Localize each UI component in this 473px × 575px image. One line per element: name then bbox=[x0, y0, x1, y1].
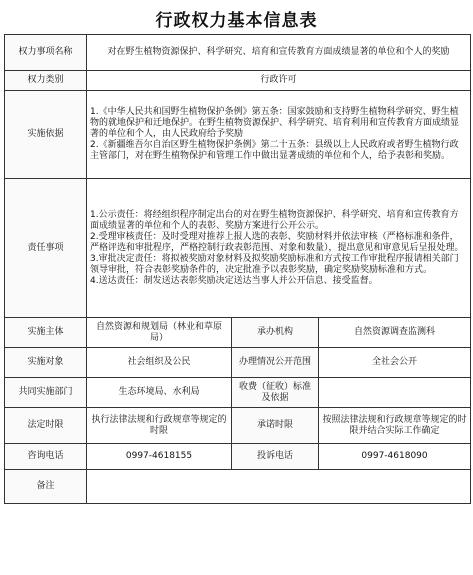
value-legal-time-limit: 执行法律法规和行政规章等规定的时限 bbox=[87, 408, 232, 444]
label-cooperating-dept: 共同实施部门 bbox=[5, 378, 87, 408]
row-phone bbox=[5, 444, 471, 470]
value-fee-standard bbox=[319, 378, 471, 408]
value-consult-phone: 0997-4618155 bbox=[87, 444, 232, 470]
value-power-name: 对在野生植物资源保护、科学研究、培育和宣传教育方面成绩显著的单位和个人的奖励 bbox=[87, 35, 471, 71]
value-object: 社会组织及公民 bbox=[87, 348, 232, 378]
value-handling-agency: 自然资源调查监测科 bbox=[319, 318, 471, 348]
value-remarks bbox=[87, 470, 471, 504]
label-power-type: 权力类别 bbox=[5, 71, 87, 91]
label-handling-agency: 承办机构 bbox=[232, 318, 319, 348]
row-object bbox=[5, 348, 471, 378]
label-remarks: 备注 bbox=[5, 470, 87, 504]
label-consult-phone: 咨询电话 bbox=[5, 444, 87, 470]
row-remarks bbox=[5, 470, 471, 504]
row-basis bbox=[5, 91, 471, 179]
label-power-name: 权力事项名称 bbox=[5, 35, 87, 71]
row-subject bbox=[5, 318, 471, 348]
label-legal-time-limit: 法定时限 bbox=[5, 408, 87, 444]
label-disclosure-scope: 办理情况公开范围 bbox=[232, 348, 319, 378]
value-subject: 自然资源和规划局（林业和草原局） bbox=[87, 318, 232, 348]
info-table bbox=[4, 34, 471, 504]
value-complaint-phone: 0997-4618090 bbox=[319, 444, 471, 470]
row-power-type bbox=[5, 71, 471, 91]
value-cooperating-dept: 生态环境局、水利局 bbox=[87, 378, 232, 408]
value-power-type: 行政许可 bbox=[87, 71, 471, 91]
label-fee-standard: 收费（征收）标准及依据 bbox=[232, 378, 319, 408]
row-cooperating-dept bbox=[5, 378, 471, 408]
value-disclosure-scope: 全社会公开 bbox=[319, 348, 471, 378]
label-promised-time-limit: 承诺时限 bbox=[232, 408, 319, 444]
value-promised-time-limit: 按照法律法规和行政规章等规定的时限并结合实际工作确定 bbox=[319, 408, 471, 444]
value-basis: 1.《中华人民共和国野生植物保护条例》第五条：国家鼓励和支持野生植物科学研究、野生植物的就地保护和迁地保护。在野生植物资源保护、科学研究、培育利用和宣传教育方面成绩显著的单位和个人，由人民政府给予奖励 2.《新疆维吾尔自治区野生植物保护条例》第二十五条：县级以上人民政府或者野生植物行政主管部门，对在野生植物保护和管理工作中做出显著成绩的单位和个人，给予表彰和奖励。 bbox=[87, 91, 471, 179]
page-title: 行政权力基本信息表 bbox=[155, 11, 318, 31]
label-object: 实施对象 bbox=[5, 348, 87, 378]
row-responsibility bbox=[5, 179, 471, 318]
label-basis: 实施依据 bbox=[5, 91, 87, 179]
label-subject: 实施主体 bbox=[5, 318, 87, 348]
row-time-limit bbox=[5, 408, 471, 444]
value-responsibility: 1.公示责任：将经组织程序制定出台的对在野生植物资源保护、科学研究、培育和宣传教育方面成绩显著的单位和个人的表彰、奖励方案进行公开公示。 2.受理审核责任：及时受理对推荐上报人选的表彰、奖励材料并依法审核（严格标准和条件，严格评选和审批程序，严格控制行政表彰范围、对象和数量），提出意见和审意见后呈报处理。 3.审批决定责任：将拟被奖励对象材料及拟奖励奖励标准和方式按工作审批程序报请相关部门领导审批，符合表彰奖励条件的，决定批准予以表彰奖励，确定奖励奖励标准和方式。 4.送达责任：制发送达表彰奖励决定送达当事人并公开信息、接受监督。 bbox=[87, 179, 471, 318]
row-power-name bbox=[5, 35, 471, 71]
label-responsibility: 责任事项 bbox=[5, 179, 87, 318]
label-complaint-phone: 投诉电话 bbox=[232, 444, 319, 470]
